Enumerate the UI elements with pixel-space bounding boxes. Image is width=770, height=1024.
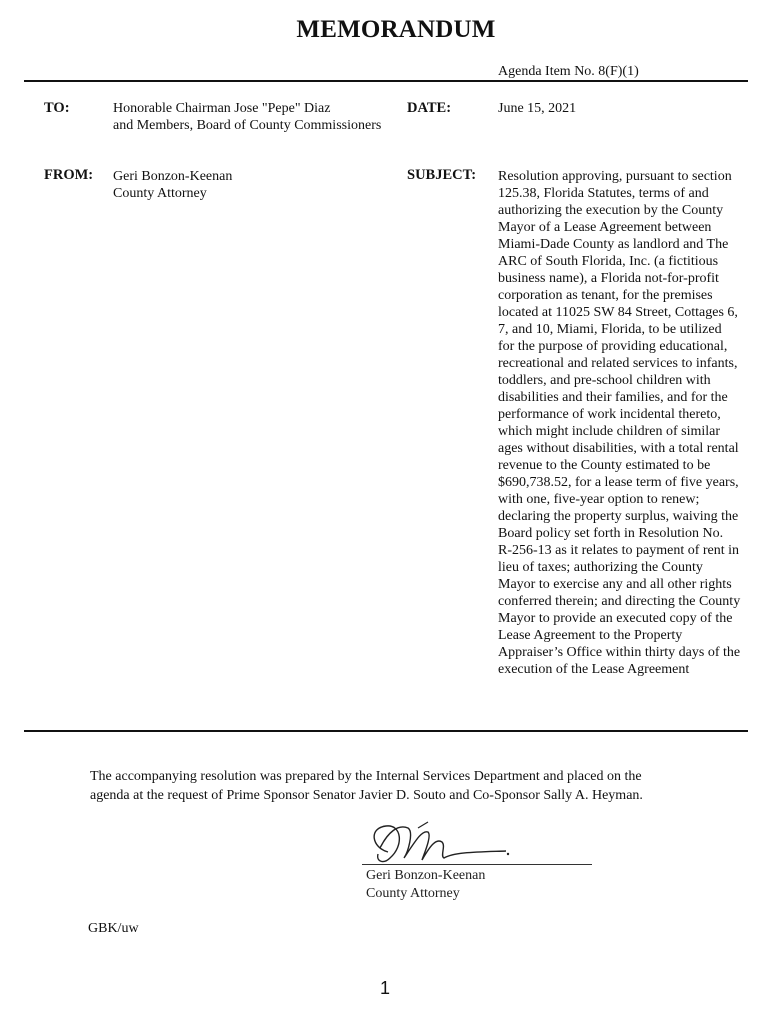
typist-initials: GBK/uw (88, 921, 139, 936)
handwritten-signature (358, 818, 598, 870)
subject-line: ages without disabilities, with a total rental (498, 441, 739, 456)
to-recipient (113, 100, 381, 134)
to-line-2: and Members, Board of County Commissioners (113, 118, 382, 133)
subject-line: authorizing the execution by the County (498, 203, 724, 218)
body-divider (24, 730, 748, 732)
subject-line: performance of work incidental thereto, (498, 407, 721, 422)
subject-line: 7, and 10, Miami, Florida, to be utilized (498, 322, 722, 337)
subject-line: execution of the Lease Agreement (498, 662, 690, 677)
subject-line: toddlers, and pre-school children with (498, 373, 711, 388)
page-number: 1 (379, 978, 390, 998)
to-label: TO: (44, 100, 70, 116)
date-value: June 15, 2021 (498, 101, 577, 116)
subject-line: Board policy set forth in Resolution No. (498, 526, 724, 541)
signatory-title: County Attorney (366, 886, 460, 901)
subject-line: $690,738.52, for a lease term of five years, (498, 475, 739, 490)
subject-line: Appraiser’s Office within thirty days of the (498, 645, 741, 660)
subject-line: Miami-Dade County as landlord and The (498, 237, 729, 252)
memo-body (90, 767, 710, 805)
memo-title: MEMORANDUM (296, 16, 496, 43)
subject-line: recreational and related services to infants, (498, 356, 738, 371)
subject-line: for the purpose of providing educational, (498, 339, 728, 354)
signature-line (362, 864, 592, 865)
body-line-1: The accompanying resolution was prepared by the Internal Services Department and placed on the (90, 769, 642, 784)
subject-line: disabilities and their families, and for the (498, 390, 728, 405)
from-line-1: Geri Bonzon-Keenan (113, 169, 233, 184)
subject-label: SUBJECT: (407, 167, 477, 183)
from-line-2: County Attorney (113, 186, 207, 201)
subject-line: ARC of South Florida, Inc. (a fictitious (498, 254, 719, 269)
subject-line: R-256-13 as it relates to payment of rent in (498, 543, 740, 558)
agenda-item-number: Agenda Item No. 8(F)(1) (498, 64, 639, 79)
header-divider (24, 80, 748, 82)
subject-line: business name), a Florida not-for-profit (498, 271, 719, 286)
subject-line: 125.38, Florida Statutes, terms of and (498, 186, 709, 201)
body-line-2: agenda at the request of Prime Sponsor Senator Javier D. Souto and Co-Sponsor Sally A. Heyman. (90, 788, 643, 803)
subject-line: Mayor to exercise any and all other rights (498, 577, 732, 592)
to-line-1: Honorable Chairman Jose "Pepe" Diaz (113, 101, 331, 116)
subject-line: declaring the property surplus, waiving the (498, 509, 739, 524)
subject-line: with one, five-year option to renew; (498, 492, 700, 507)
subject-line: Mayor of a Lease Agreement between (498, 220, 712, 235)
subject-line: Lease Agreement to the Property (498, 628, 683, 643)
subject-line: lieu of taxes; authorizing the County (498, 560, 703, 575)
subject-line: conferred therein; and directing the County (498, 594, 741, 609)
date-label: DATE: (407, 100, 452, 116)
subject-line: located at 11025 SW 84 Street, Cottages 6, (498, 305, 738, 320)
subject-line: Resolution approving, pursuant to section (498, 169, 732, 184)
subject-line: revenue to the County estimated to be (498, 458, 711, 473)
from-sender (113, 168, 232, 202)
signature-block (366, 867, 485, 903)
subject-line: Mayor to provide an executed copy of the (498, 611, 733, 626)
signatory-name: Geri Bonzon-Keenan (366, 868, 486, 883)
from-label: FROM: (44, 167, 94, 183)
subject-line: corporation as tenant, for the premises (498, 288, 713, 303)
subject-text (498, 168, 754, 678)
subject-line: which might include children of similar (498, 424, 721, 439)
